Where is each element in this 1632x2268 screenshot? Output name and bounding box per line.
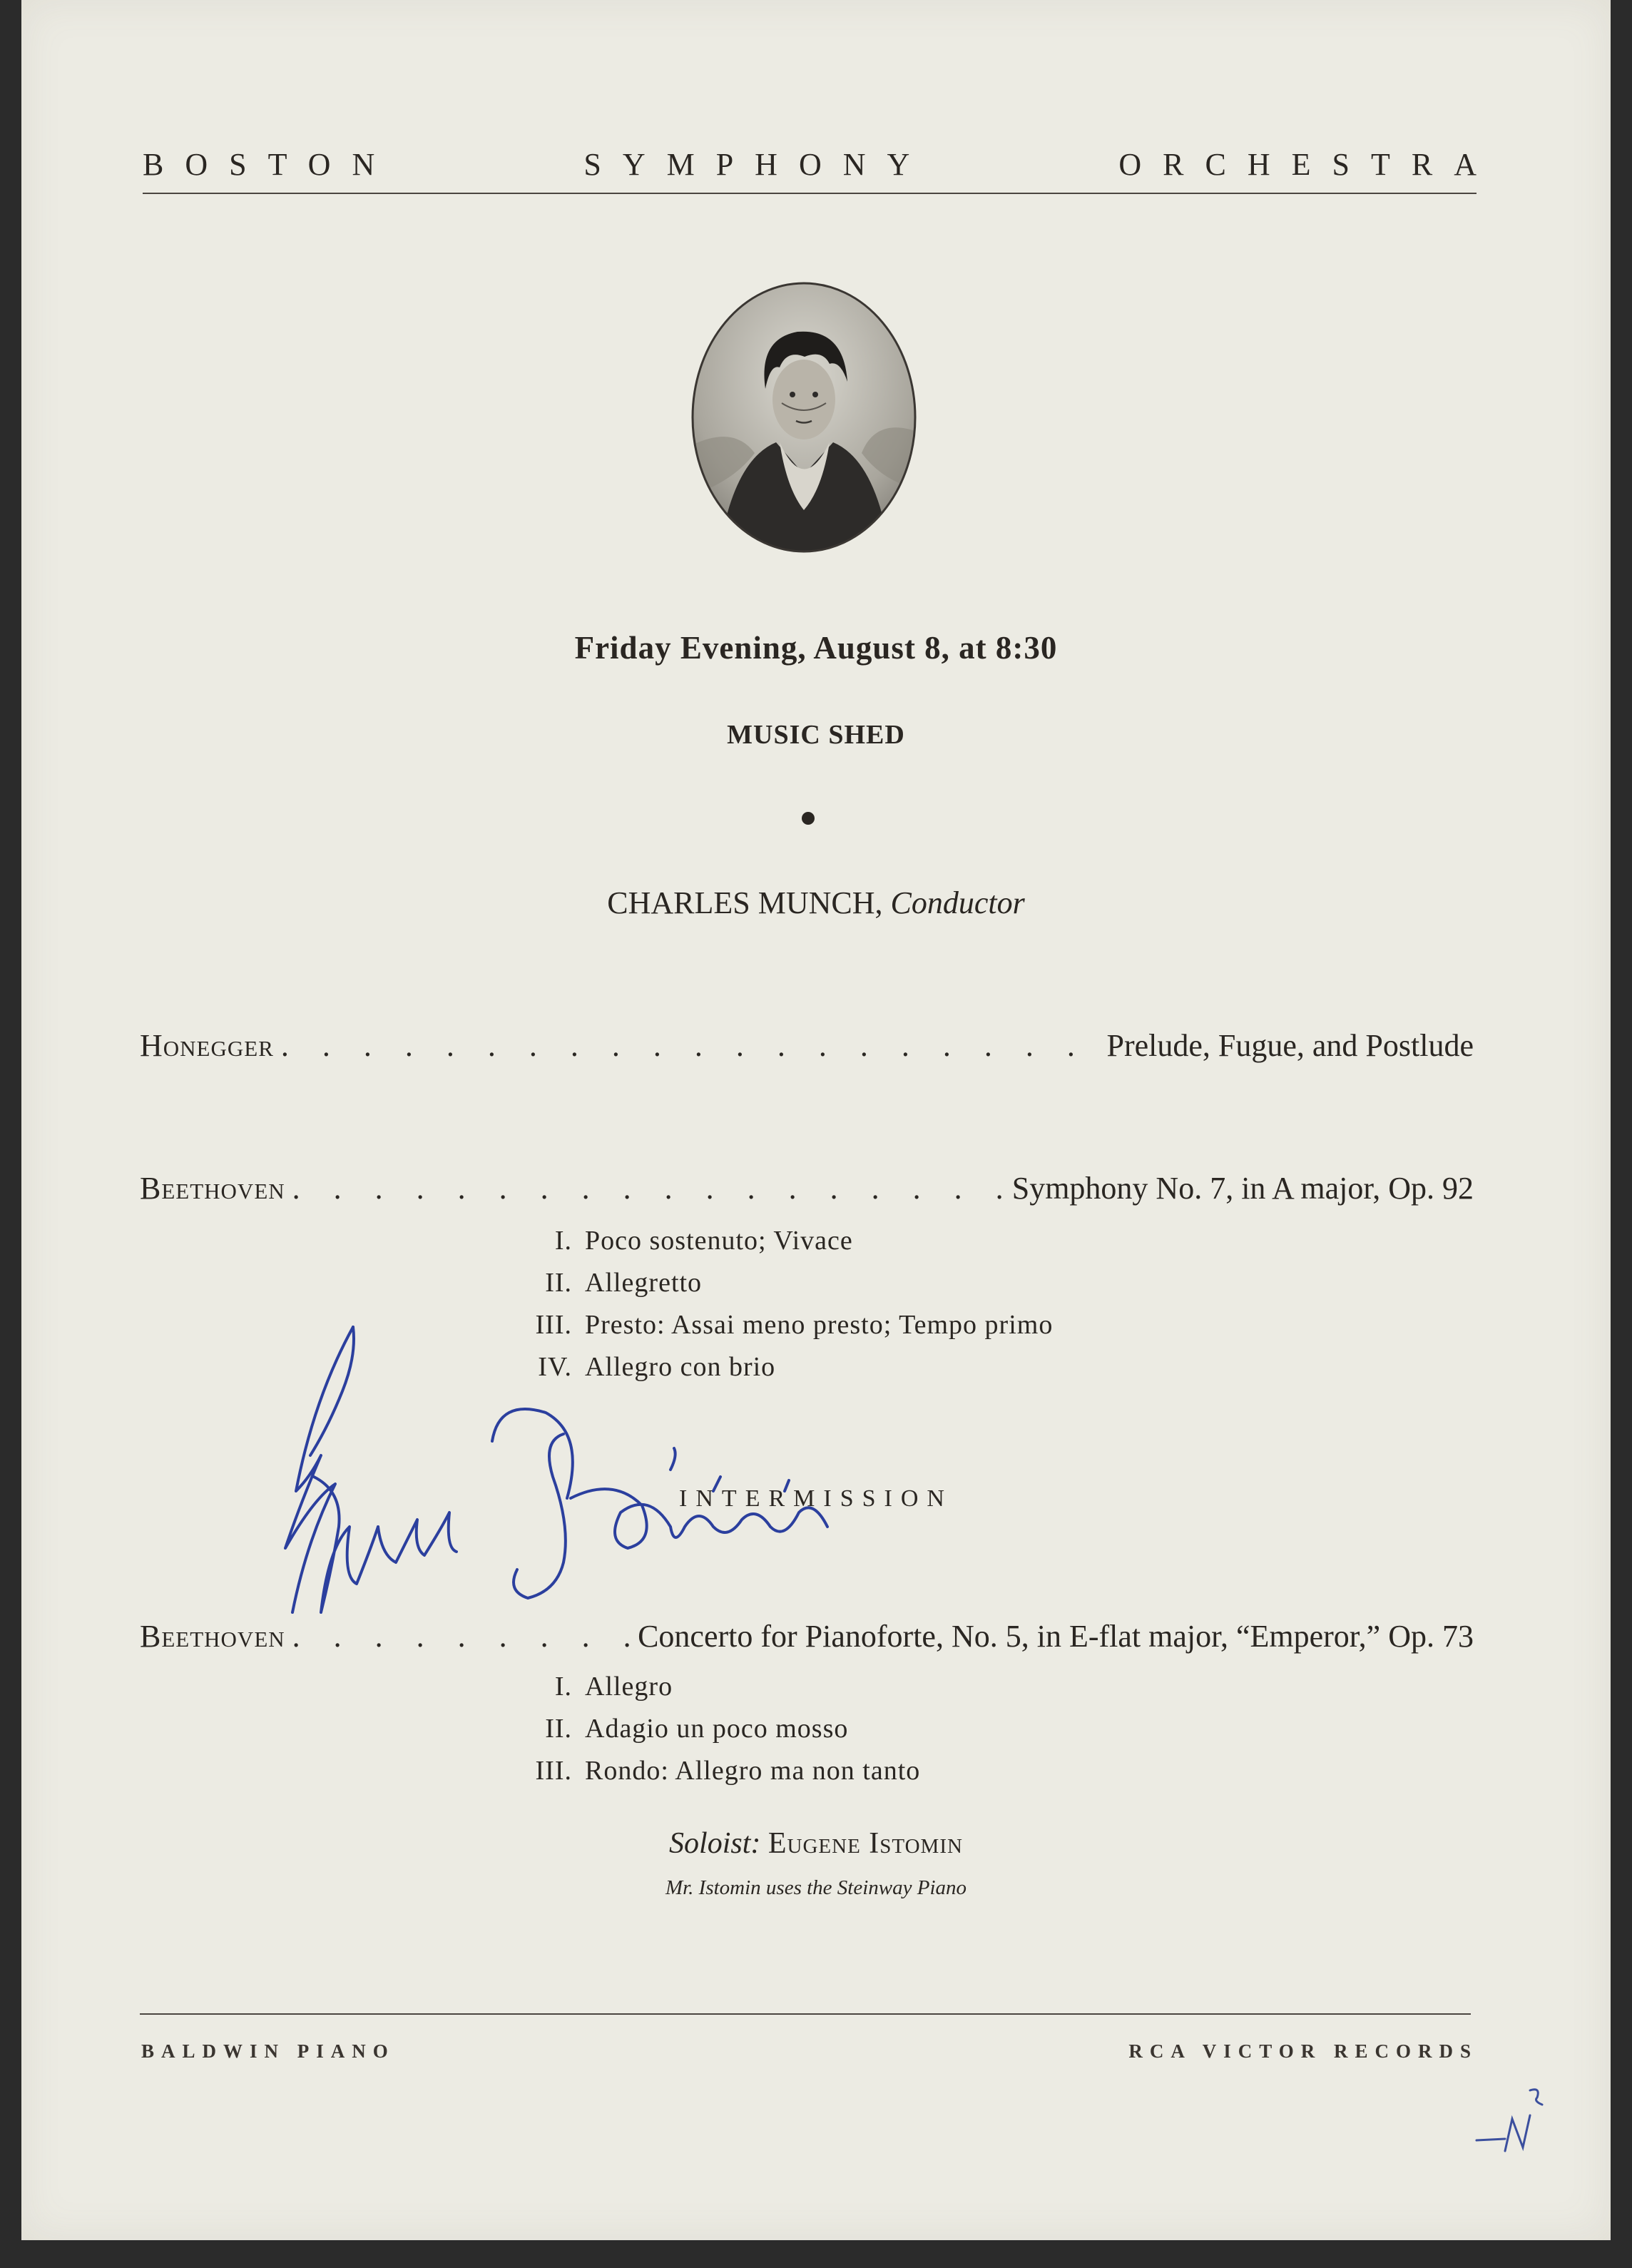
movement-number: II. [545, 1268, 572, 1298]
program-item [140, 1618, 1474, 1654]
event-date: Friday Evening, August 8, at 8:30 [574, 630, 1058, 666]
dot-leader [285, 1170, 1012, 1206]
work-title: Symphony No. 7, in A major, Op. 92 [1011, 1171, 1474, 1206]
movement-title: Adagio un poco mosso [585, 1714, 849, 1744]
movement-number: II. [545, 1714, 572, 1744]
footer-right: RCA VICTOR RECORDS [1128, 2040, 1478, 2062]
conductor-line [0, 885, 1632, 921]
movement-title: Allegretto [585, 1268, 703, 1298]
movement [508, 1666, 920, 1708]
beethoven-portrait-icon [690, 282, 917, 553]
movement-title: Allegro [585, 1672, 673, 1702]
movement-title: Presto: Assai meno presto; Tempo primo [585, 1310, 1054, 1340]
header-word-1: BOSTON [143, 147, 397, 182]
work-title: Prelude, Fugue, and Postlude [1106, 1028, 1474, 1063]
dot-leader [274, 1027, 1107, 1064]
program-item [140, 1027, 1474, 1064]
program-item [140, 1170, 1474, 1206]
movement [508, 1708, 920, 1750]
soloist-label: Soloist: [669, 1827, 761, 1860]
movement-number: I. [554, 1226, 572, 1256]
pencil-mark [1462, 2083, 1562, 2162]
movement [508, 1750, 920, 1792]
work-title: Concerto for Pianoforte, No. 5, in E-flat major, “Emperor,” Op. 73 [638, 1619, 1474, 1654]
soloist-name: Eugene Istomin [767, 1827, 963, 1860]
composer-name: Beethoven [140, 1171, 285, 1206]
movement-number: IV. [538, 1352, 572, 1382]
footer-left: BALDWIN PIANO [141, 2040, 395, 2062]
conductor-role: Conductor [890, 885, 1025, 920]
movement-number: I. [554, 1672, 572, 1702]
movement-number: III. [535, 1756, 572, 1786]
header-rule [143, 193, 1477, 194]
orchestra-header [143, 146, 1498, 183]
movement-title: Rondo: Allegro ma non tanto [585, 1756, 921, 1786]
conductor-name: CHARLES MUNCH, [607, 885, 883, 920]
intermission-label: INTERMISSION [679, 1485, 953, 1512]
movement-list [508, 1666, 920, 1792]
movement-list [508, 1220, 1053, 1388]
dot-leader [285, 1618, 638, 1654]
event-venue: MUSIC SHED [727, 720, 905, 750]
movement [508, 1346, 1053, 1388]
movement-number: III. [535, 1310, 572, 1340]
movement [508, 1304, 1053, 1346]
movement [508, 1220, 1053, 1262]
footer-rule [140, 2013, 1471, 2015]
movement-title: Allegro con brio [585, 1352, 776, 1382]
bullet-divider [802, 812, 815, 825]
header-word-2: SYMPHONY [583, 147, 932, 182]
composer-name: Honegger [140, 1028, 274, 1063]
movement [508, 1262, 1053, 1304]
piano-note: Mr. Istomin uses the Steinway Piano [665, 1876, 967, 1899]
header-word-3: ORCHESTRA [1118, 147, 1498, 182]
movement-title: Poco sostenuto; Vivace [585, 1226, 853, 1256]
composer-name: Beethoven [140, 1619, 285, 1654]
soloist-line [0, 1826, 1632, 1861]
